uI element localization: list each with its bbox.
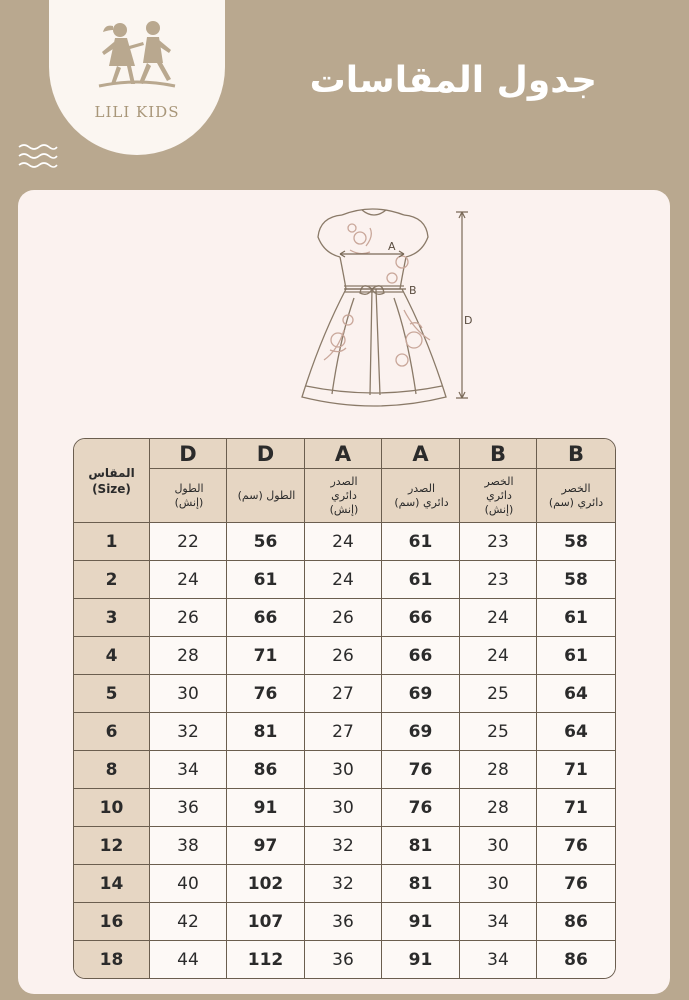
value-cell: 76 [537, 865, 615, 903]
value-cell: 36 [150, 789, 227, 827]
table-row [74, 637, 615, 675]
column-label-line: الخصر [484, 474, 514, 488]
value-cell: 81 [382, 865, 460, 903]
value-cell: 66 [227, 599, 305, 637]
value-cell: 107 [227, 903, 305, 941]
column-letter: A [382, 439, 460, 469]
value-cell: 38 [150, 827, 227, 865]
label-a: A [388, 240, 396, 253]
value-cell: 81 [227, 713, 305, 751]
value-cell: 91 [382, 941, 460, 978]
size-header [74, 439, 150, 523]
dress-illustration-icon [254, 190, 494, 435]
value-cell: 30 [305, 789, 382, 827]
value-cell: 76 [382, 751, 460, 789]
size-cell: 18 [74, 941, 150, 978]
table-row [74, 675, 615, 713]
value-cell: 36 [305, 941, 382, 978]
label-d: D [464, 314, 473, 327]
value-cell: 26 [150, 599, 227, 637]
table-row [74, 827, 615, 865]
column-label-line: الصدر [407, 481, 436, 495]
value-cell: 58 [537, 523, 615, 561]
value-cell: 28 [150, 637, 227, 675]
column-label [150, 469, 227, 523]
value-cell: 24 [305, 561, 382, 599]
size-cell: 14 [74, 865, 150, 903]
value-cell: 56 [227, 523, 305, 561]
table-row [74, 751, 615, 789]
value-cell: 24 [460, 637, 537, 675]
value-cell: 76 [227, 675, 305, 713]
value-cell: 24 [305, 523, 382, 561]
value-cell: 69 [382, 675, 460, 713]
value-cell: 61 [537, 637, 615, 675]
value-cell: 61 [382, 561, 460, 599]
value-cell: 25 [460, 675, 537, 713]
table-row [74, 941, 615, 978]
value-cell: 76 [537, 827, 615, 865]
value-cell: 97 [227, 827, 305, 865]
value-cell: 28 [460, 789, 537, 827]
size-cell: 8 [74, 751, 150, 789]
column-letter: D [227, 439, 305, 469]
value-cell: 61 [227, 561, 305, 599]
table-row [74, 561, 615, 599]
size-cell: 2 [74, 561, 150, 599]
size-cell: 5 [74, 675, 150, 713]
value-cell: 24 [150, 561, 227, 599]
value-cell: 86 [537, 941, 615, 978]
table-row [74, 523, 615, 561]
value-cell: 30 [150, 675, 227, 713]
column-label-line: (إنش) [484, 502, 514, 516]
column-label [460, 469, 537, 523]
value-cell: 71 [227, 637, 305, 675]
column-label [305, 469, 382, 523]
size-cell: 1 [74, 523, 150, 561]
table-row [74, 713, 615, 751]
column-label [382, 469, 460, 523]
value-cell: 86 [227, 751, 305, 789]
value-cell: 58 [537, 561, 615, 599]
value-cell: 69 [382, 713, 460, 751]
size-cell: 4 [74, 637, 150, 675]
value-cell: 91 [227, 789, 305, 827]
logo-badge [49, 0, 225, 155]
value-cell: 34 [460, 903, 537, 941]
table-row [74, 865, 615, 903]
value-cell: 32 [305, 827, 382, 865]
value-cell: 27 [305, 675, 382, 713]
value-cell: 24 [460, 599, 537, 637]
value-cell: 30 [460, 827, 537, 865]
size-cell: 10 [74, 789, 150, 827]
value-cell: 112 [227, 941, 305, 978]
value-cell: 30 [460, 865, 537, 903]
page-title: جدول المقاسات [309, 60, 597, 101]
value-cell: 32 [305, 865, 382, 903]
size-chart-card [18, 190, 670, 994]
value-cell: 64 [537, 713, 615, 751]
column-letter: B [460, 439, 537, 469]
value-cell: 25 [460, 713, 537, 751]
column-label-line: دائري [331, 488, 357, 502]
value-cell: 34 [150, 751, 227, 789]
column-letter: D [150, 439, 227, 469]
size-cell: 3 [74, 599, 150, 637]
value-cell: 86 [537, 903, 615, 941]
label-b: B [409, 284, 417, 297]
table-row [74, 789, 615, 827]
value-cell: 32 [150, 713, 227, 751]
column-label-line: (إنش) [329, 502, 359, 516]
value-cell: 40 [150, 865, 227, 903]
column-label [227, 469, 305, 523]
size-cell: 12 [74, 827, 150, 865]
value-cell: 64 [537, 675, 615, 713]
column-letter: B [537, 439, 615, 469]
size-cell: 16 [74, 903, 150, 941]
column-label-line: الصدر [330, 474, 358, 488]
value-cell: 76 [382, 789, 460, 827]
size-table [73, 438, 616, 979]
table-header [74, 439, 615, 523]
value-cell: 91 [382, 903, 460, 941]
value-cell: 26 [305, 637, 382, 675]
value-cell: 26 [305, 599, 382, 637]
column-label-line: دائري [486, 488, 512, 502]
column-label-line: دائري (سم) [548, 495, 604, 509]
value-cell: 71 [537, 751, 615, 789]
value-cell: 28 [460, 751, 537, 789]
value-cell: 30 [305, 751, 382, 789]
kids-logo-icon [87, 16, 187, 96]
table-row [74, 903, 615, 941]
value-cell: 61 [382, 523, 460, 561]
size-cell: 6 [74, 713, 150, 751]
size-header-en: (Size) [92, 481, 131, 496]
value-cell: 44 [150, 941, 227, 978]
table-body [74, 523, 615, 978]
column-label-line: الخصر [561, 481, 591, 495]
value-cell: 81 [382, 827, 460, 865]
column-label-line: الطول (سم) [237, 488, 296, 502]
value-cell: 61 [537, 599, 615, 637]
value-cell: 102 [227, 865, 305, 903]
column-label-line: دائري (سم) [394, 495, 449, 509]
value-cell: 42 [150, 903, 227, 941]
value-cell: 23 [460, 561, 537, 599]
size-header-ar: المقاس [88, 465, 135, 480]
column-letter: A [305, 439, 382, 469]
value-cell: 34 [460, 941, 537, 978]
value-cell: 23 [460, 523, 537, 561]
brand-name: LILI KIDS [94, 103, 180, 121]
column-label [537, 469, 615, 523]
value-cell: 66 [382, 599, 460, 637]
value-cell: 71 [537, 789, 615, 827]
value-cell: 66 [382, 637, 460, 675]
value-cell: 27 [305, 713, 382, 751]
value-cell: 22 [150, 523, 227, 561]
column-label-line: (إنش) [174, 495, 204, 509]
dress-diagram [254, 190, 494, 435]
table-row [74, 599, 615, 637]
column-label-line: الطول [174, 481, 204, 495]
value-cell: 36 [305, 903, 382, 941]
waves-icon [18, 143, 58, 171]
